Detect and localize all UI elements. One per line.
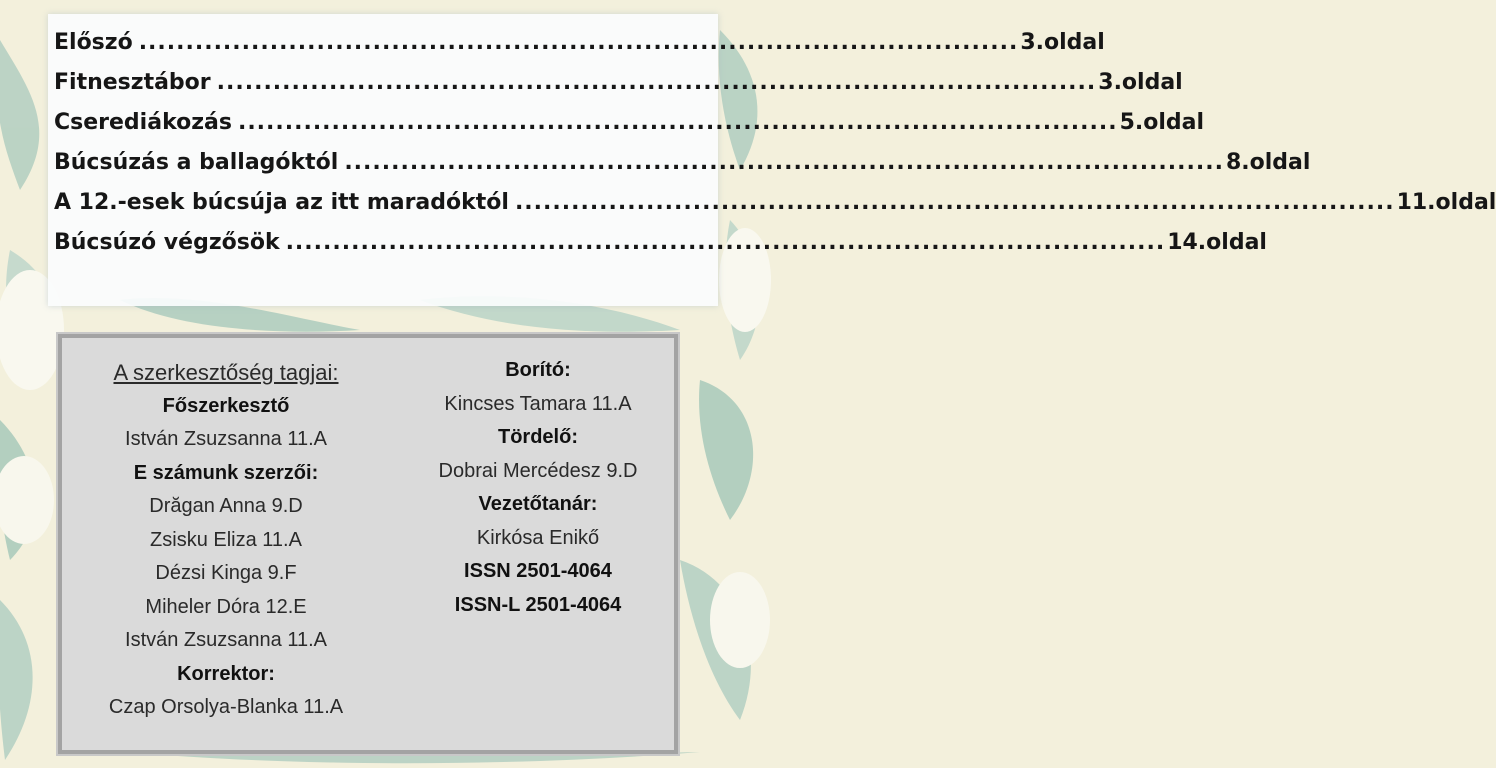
table-of-contents — [48, 14, 1496, 306]
toc-dot-leader: .............................................................................................. — [138, 29, 1019, 55]
teacher-label: Vezetőtanár: — [478, 493, 598, 515]
toc-entry-page: 5.oldal — [1119, 109, 1205, 135]
authors-label: E számunk szerzői: — [133, 461, 319, 484]
issn-l: ISSN-L 2501-4064 — [454, 593, 622, 616]
cover-artist-name: Kincses Tamara 11.A — [444, 392, 632, 415]
toc-entry[interactable] — [54, 106, 1205, 138]
editor-in-chief-label: Főszerkesztő — [162, 394, 290, 417]
toc-entry[interactable] — [54, 226, 1267, 258]
author-name: Dézsi Kinga 9.F — [155, 562, 297, 584]
toc-entry-title: Cserediákozás — [54, 109, 232, 135]
cover-label: Borító: — [505, 359, 571, 381]
author-name: Zsisku Eliza 11.A — [150, 528, 302, 551]
editorial-staff-column — [76, 356, 376, 725]
toc-dot-leader: .............................................................................................. — [237, 109, 1118, 135]
author-name: Drăgan Anna 9.D — [149, 495, 303, 517]
toc-entry-page: 14.oldal — [1167, 229, 1267, 255]
toc-entry-title: Fitnesztábor — [54, 69, 211, 95]
toc-dot-leader: .............................................................................................. — [216, 69, 1097, 95]
proofreader-label: Korrektor: — [177, 662, 275, 685]
proofreader-name: Czap Orsolya-Blanka 11.A — [108, 696, 344, 718]
toc-dot-leader: .............................................................................................. — [344, 149, 1224, 175]
toc-entry[interactable] — [54, 26, 1105, 58]
editor-in-chief-name: István Zsuzsanna 11.A — [125, 428, 327, 450]
layout-label: Tördelő: — [498, 426, 578, 448]
toc-entry-page: 11.oldal — [1396, 189, 1496, 215]
editorial-staff-heading: A szerkesztőség tagjai: — [113, 360, 339, 385]
author-name: Miheler Dóra 12.E — [145, 595, 307, 618]
toc-entry[interactable] — [54, 146, 1311, 178]
issn: ISSN 2501-4064 — [464, 560, 612, 582]
toc-entry-page: 8.oldal — [1225, 149, 1311, 175]
teacher-name: Kirkósa Enikő — [476, 526, 600, 549]
toc-entry-title: Búcsúzás a ballagóktól — [54, 149, 339, 175]
toc-entry[interactable] — [54, 186, 1496, 218]
credits-box — [58, 334, 678, 754]
production-column — [388, 354, 688, 622]
toc-entry-page: 3.oldal — [1020, 29, 1105, 55]
toc-entry-title: Előszó — [54, 29, 133, 55]
toc-dot-leader: .............................................................................................. — [514, 189, 1395, 215]
toc-entry-title: A 12.-esek búcsúja az itt maradóktól — [54, 189, 509, 215]
toc-entry-page: 3.oldal — [1098, 69, 1183, 95]
toc-entry[interactable] — [54, 66, 1183, 98]
toc-dot-leader: .............................................................................................. — [285, 229, 1166, 255]
toc-entry-title: Búcsúzó végzősök — [54, 229, 280, 255]
layout-editor-name: Dobrai Mercédesz 9.D — [438, 459, 638, 482]
author-name: István Zsuzsanna 11.A — [125, 629, 327, 651]
